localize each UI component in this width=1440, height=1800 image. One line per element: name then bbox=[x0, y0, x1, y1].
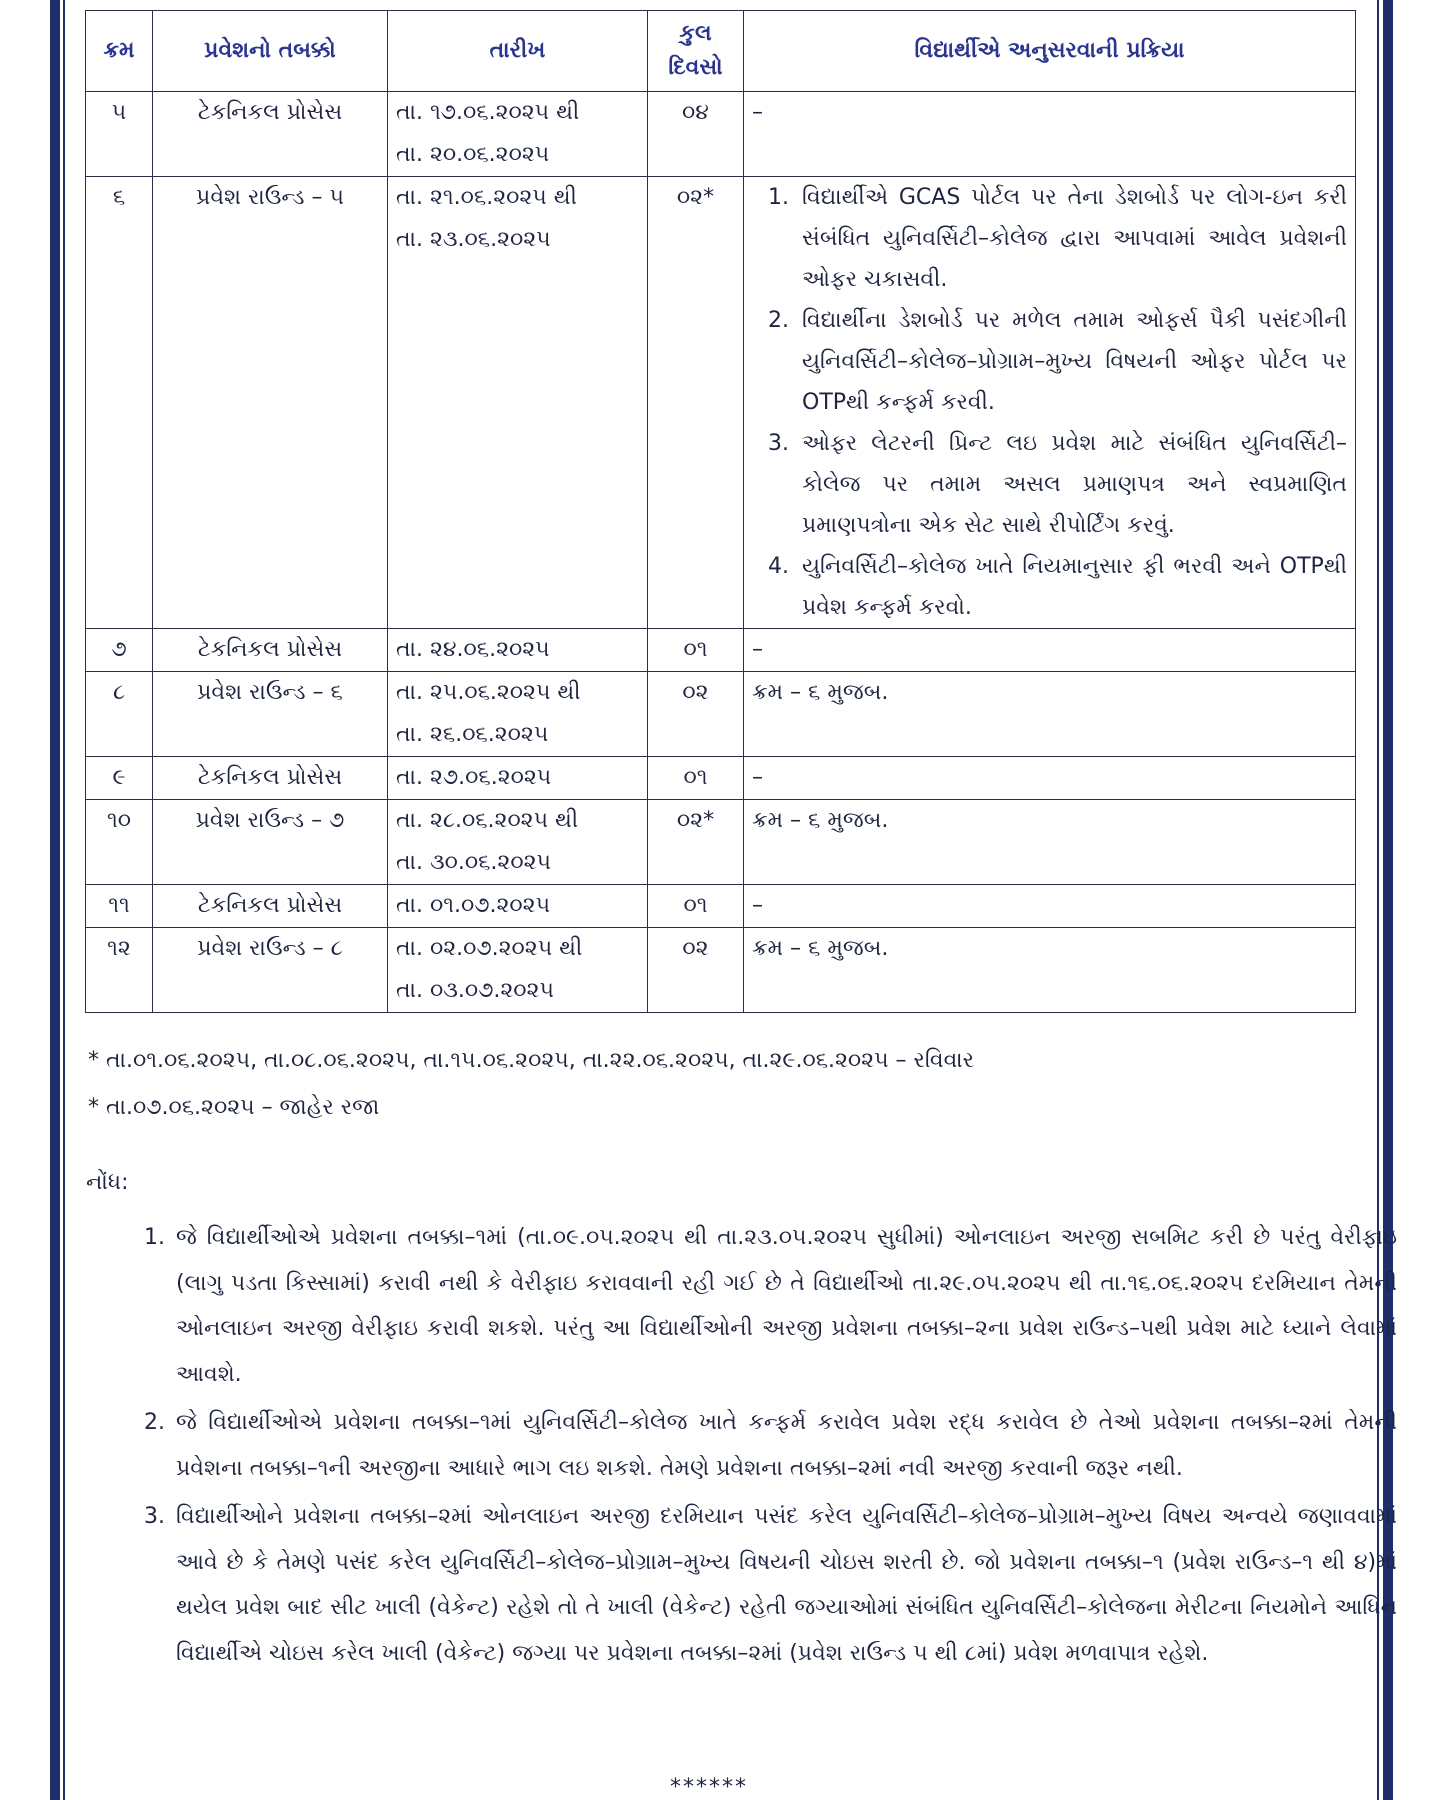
row-date-from: તા. ૨૧.૦૬.૨૦૨૫ થી bbox=[396, 185, 577, 210]
row-no: ૧૨ bbox=[86, 928, 153, 1013]
row-stage: પ્રવેશ રાઉન્ડ – ૭ bbox=[153, 800, 388, 885]
row-date bbox=[388, 672, 648, 757]
row-date-to: તા. ૩૦.૦૬.૨૦૨૫ bbox=[396, 850, 551, 875]
row-date-from: તા. ૨૫.૦૬.૨૦૨૫ થી bbox=[396, 680, 581, 705]
row-process-steps bbox=[744, 177, 1356, 629]
row-stage: ટેકનિકલ પ્રોસેસ bbox=[153, 885, 388, 928]
row-date-from: તા. ૨૪.૦૬.૨૦૨૫ bbox=[396, 637, 550, 662]
row-date-to: તા. ૨૬.૦૬.૨૦૨૫ bbox=[396, 722, 549, 747]
row-date bbox=[388, 629, 648, 672]
row-days: ૦૧ bbox=[648, 885, 744, 928]
note-item: 2. જે વિદ્યાર્થીઓએ પ્રવેશના તબક્કા–૧માં યુનિવર્સિટી–કોલેજ ખાતે કન્ફર્મ કરાવેલ પ્રવેશ રદ્ધ કરાવેલ છે તેઓ પ્રવેશના તબક્કા–૨માં તેમની પ્રવેશના તબક્કા–૧ની અરજીના આધારે ભાગ લઇ શકશે. તેમણે પ્રવેશના તબક્કા–૨માં નવી અરજી કરવાની જરૂર નથી. bbox=[172, 1400, 1397, 1491]
row-date bbox=[388, 800, 648, 885]
row-no: ૧૦ bbox=[86, 800, 153, 885]
table-row bbox=[86, 177, 1356, 629]
row-no: ૭ bbox=[86, 629, 153, 672]
admission-schedule-table bbox=[85, 10, 1356, 1013]
row-stage: પ્રવેશ રાઉન્ડ – ૬ bbox=[153, 672, 388, 757]
row-days: ૦૧ bbox=[648, 629, 744, 672]
row-date-from: તા. ૨૮.૦૬.૨૦૨૫ થી bbox=[396, 808, 579, 833]
row-days: ૦૨* bbox=[648, 800, 744, 885]
header-days-line1: કુલ bbox=[679, 21, 712, 46]
footnote-holiday: * તા.૦૭.૦૬.૨૦૨૫ – જાહેર રજા bbox=[88, 1095, 380, 1120]
row-date-from: તા. ૦૧.૦૭.૨૦૨૫ bbox=[396, 893, 551, 918]
note-item: 3. વિદ્યાર્થીઓને પ્રવેશના તબક્કા–૨માં ઓનલાઇન અરજી દરમિયાન પસંદ કરેલ યુનિવર્સિટી–કોલેજ–પ્રોગ્રામ–મુખ્ય વિષય અન્વયે જણાવવામાં આવે છે કે તેમણે પસંદ કરેલ યુનિવર્સિટી–કોલેજ–પ્રોગ્રામ–મુખ્ય વિષયની ચોઇસ શરતી છે. જો પ્રવેશના તબક્કા–૧ (પ્રવેશ રાઉન્ડ–૧ થી ૪)માં થયેલ પ્રવેશ બાદ સીટ ખાલી (વેકેન્ટ) રહેશે તો તે ખાલી (વેકેન્ટ) રહેતી જગ્યાઓમાં સંબંધિત યુનિવર્સિટી–કોલેજના મેરીટના નિયમોને આધિન વિદ્યાર્થીએ ચોઇસ કરેલ ખાલી (વેકેન્ટ) જગ્યા પર પ્રવેશના તબક્કા–૨માં (પ્રવેશ રાઉન્ડ ૫ થી ૮માં) પ્રવેશ મળવાપાત્ર રહેશે. bbox=[172, 1494, 1397, 1676]
table-row bbox=[86, 92, 1356, 177]
header-date: તારીખ bbox=[388, 11, 648, 92]
header-process: વિદ્યાર્થીએ અનુસરવાની પ્રક્રિયા bbox=[744, 11, 1356, 92]
row-date bbox=[388, 928, 648, 1013]
row-days: ૦૪ bbox=[648, 92, 744, 177]
row-date bbox=[388, 177, 648, 629]
row-stage: ટેકનિકલ પ્રોસેસ bbox=[153, 92, 388, 177]
table-row bbox=[86, 885, 1356, 928]
row-date-from: તા. ૧૭.૦૬.૨૦૨૫ થી bbox=[396, 100, 580, 125]
page-border-left-inner bbox=[63, 0, 65, 1800]
row-no: ૯ bbox=[86, 757, 153, 800]
row-stage: પ્રવેશ રાઉન્ડ – ૮ bbox=[153, 928, 388, 1013]
end-of-document-mark: ****** bbox=[670, 1775, 748, 1800]
row-days: ૦૨* bbox=[648, 177, 744, 629]
row-process: ક્રમ – ૬ મુજબ. bbox=[744, 800, 1356, 885]
header-stage: પ્રવેશનો તબક્કો bbox=[153, 11, 388, 92]
header-days bbox=[648, 11, 744, 92]
table-row bbox=[86, 800, 1356, 885]
row-no: ૮ bbox=[86, 672, 153, 757]
row-days: ૦૨ bbox=[648, 928, 744, 1013]
row-days: ૦૨ bbox=[648, 672, 744, 757]
process-step: 4. યુનિવર્સિટી–કોલેજ ખાતે નિયમાનુસાર ફી ભરવી અને OTPથી પ્રવેશ કન્ફર્મ કરવો. bbox=[796, 546, 1347, 628]
row-stage: ટેકનિકલ પ્રોસેસ bbox=[153, 629, 388, 672]
row-date-to: તા. ૦૩.૦૭.૨૦૨૫ bbox=[396, 978, 554, 1003]
row-process: – bbox=[744, 885, 1356, 928]
row-date-from: તા. ૦૨.૦૭.૨૦૨૫ થી bbox=[396, 936, 583, 961]
row-no: ૧૧ bbox=[86, 885, 153, 928]
row-date-to: તા. ૨૦.૦૬.૨૦૨૫ bbox=[396, 142, 550, 167]
process-step: 3. ઓફર લેટરની પ્રિન્ટ લઇ પ્રવેશ માટે સંબંધિત યુનિવર્સિટી–કોલેજ પર તમામ અસલ પ્રમાણપત્ર અને સ્વપ્રમાણિત પ્રમાણપત્રોના એક સેટ સાથે રીપોર્ટિંગ કરવું. bbox=[796, 423, 1347, 546]
notes-heading: નોંધ: bbox=[86, 1170, 129, 1195]
row-process: – bbox=[744, 629, 1356, 672]
row-process: ક્રમ – ૬ મુજબ. bbox=[744, 928, 1356, 1013]
table-row bbox=[86, 629, 1356, 672]
table-row bbox=[86, 928, 1356, 1013]
row-process: ક્રમ – ૬ મુજબ. bbox=[744, 672, 1356, 757]
notes-list bbox=[130, 1215, 1397, 1679]
row-no: ૫ bbox=[86, 92, 153, 177]
row-date-from: તા. ૨૭.૦૬.૨૦૨૫ bbox=[396, 765, 552, 790]
row-date-to: તા. ૨૩.૦૬.૨૦૨૫ bbox=[396, 227, 551, 252]
page-border-left bbox=[50, 0, 60, 1800]
table-row bbox=[86, 672, 1356, 757]
note-item: 1. જે વિદ્યાર્થીઓએ પ્રવેશના તબક્કા–૧માં (તા.૦૯.૦૫.૨૦૨૫ થી તા.૨૩.૦૫.૨૦૨૫ સુધીમાં) ઓનલાઇન અરજી સબમિટ કરી છે પરંતુ વેરીફાઇ (લાગુ પડતા કિસ્સામાં) કરાવી નથી કે વેરીફાઇ કરાવવાની રહી ગઈ છે તે વિદ્યાર્થીઓ તા.૨૯.૦૫.૨૦૨૫ થી તા.૧૬.૦૬.૨૦૨૫ દરમિયાન તેમની ઓનલાઇન અરજી વેરીફાઇ કરાવી શકશે. પરંતુ આ વિદ્યાર્થીઓની અરજી પ્રવેશના તબક્કા–૨ના પ્રવેશ રાઉન્ડ–૫થી પ્રવેશ માટે ધ્યાને લેવામાં આવશે. bbox=[172, 1215, 1397, 1397]
table-row bbox=[86, 757, 1356, 800]
process-step: 1. વિદ્યાર્થીએ GCAS પોર્ટલ પર તેના ડેશબોર્ડ પર લોગ-ઇન કરી સંબંધિત યુનિવર્સિટી–કોલેજ દ્વારા આપવામાં આવેલ પ્રવેશની ઓફર ચકાસવી. bbox=[796, 177, 1347, 300]
process-step: 2. વિદ્યાર્થીના ડેશબોર્ડ પર મળેલ તમામ ઓફર્સ પૈકી પસંદગીની યુનિવર્સિટી–કોલેજ–પ્રોગ્રામ–મુખ્ય વિષયની ઓફર પોર્ટલ પર OTPથી કન્ફર્મ કરવી. bbox=[796, 300, 1347, 423]
row-date bbox=[388, 757, 648, 800]
row-stage: પ્રવેશ રાઉન્ડ – ૫ bbox=[153, 177, 388, 629]
row-no: ૬ bbox=[86, 177, 153, 629]
footnote-sundays: * તા.૦૧.૦૬.૨૦૨૫, તા.૦૮.૦૬.૨૦૨૫, તા.૧૫.૦૬.૨૦૨૫, તા.૨૨.૦૬.૨૦૨૫, તા.૨૯.૦૬.૨૦૨૫ – રવિવાર bbox=[88, 1048, 975, 1073]
row-process: – bbox=[744, 757, 1356, 800]
row-process: – bbox=[744, 92, 1356, 177]
header-days-line2: દિવસો bbox=[668, 55, 723, 80]
row-date bbox=[388, 92, 648, 177]
table-header-row bbox=[86, 11, 1356, 92]
row-days: ૦૧ bbox=[648, 757, 744, 800]
row-stage: ટેકનિકલ પ્રોસેસ bbox=[153, 757, 388, 800]
header-no: ક્રમ bbox=[86, 11, 153, 92]
row-date bbox=[388, 885, 648, 928]
process-steps-list bbox=[752, 177, 1347, 628]
